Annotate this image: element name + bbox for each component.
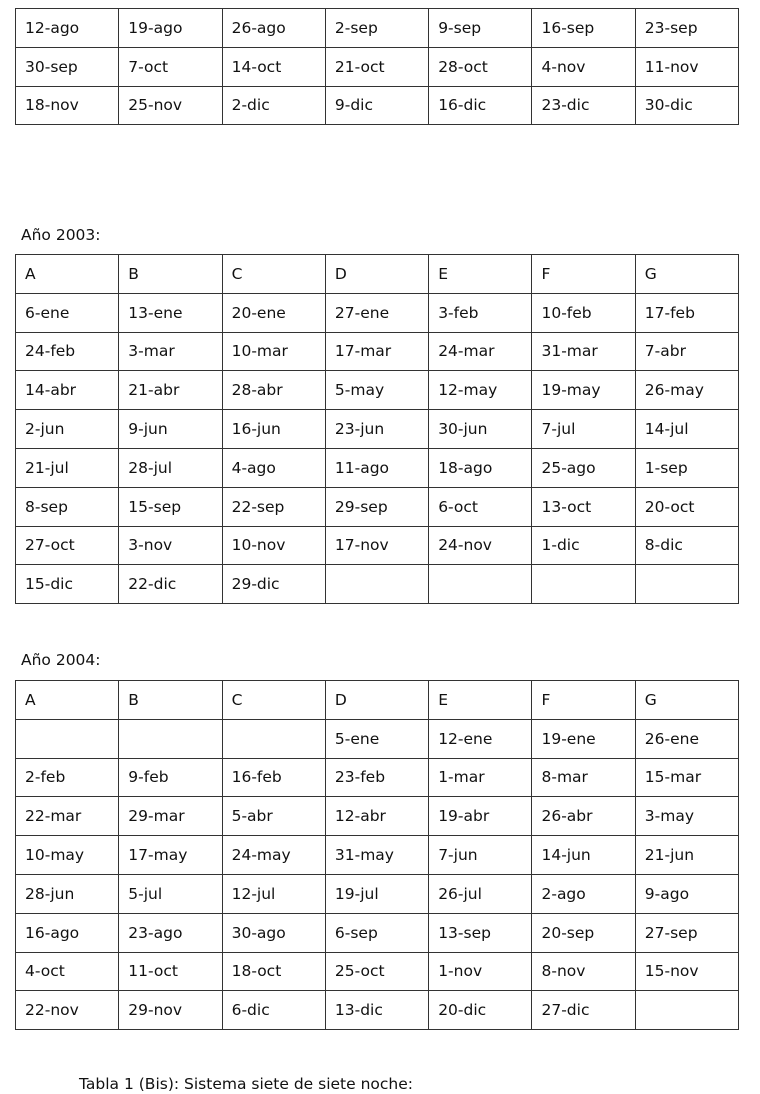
table-cell: 12-abr bbox=[325, 797, 428, 836]
table-cell: 14-abr bbox=[16, 371, 119, 410]
table-row bbox=[16, 487, 739, 526]
table-cell: 22-nov bbox=[16, 991, 119, 1030]
table-row bbox=[16, 410, 739, 449]
table-row bbox=[16, 9, 739, 48]
table-cell: 12-ene bbox=[429, 719, 532, 758]
table-cell: 11-oct bbox=[119, 952, 222, 991]
table-row bbox=[16, 797, 739, 836]
table-cell: 18-ago bbox=[429, 448, 532, 487]
table-cell: 8-nov bbox=[532, 952, 635, 991]
table-cell: 15-mar bbox=[635, 758, 738, 797]
table-cell: D bbox=[325, 681, 428, 720]
table-cell: 9-feb bbox=[119, 758, 222, 797]
table-row bbox=[16, 293, 739, 332]
table-cell: A bbox=[16, 681, 119, 720]
table-cell: 17-may bbox=[119, 836, 222, 875]
table-cell: 25-ago bbox=[532, 448, 635, 487]
table-row bbox=[16, 681, 739, 720]
table-cell: 5-ene bbox=[325, 719, 428, 758]
table-cell: 8-sep bbox=[16, 487, 119, 526]
table-cell bbox=[16, 719, 119, 758]
table-row bbox=[16, 874, 739, 913]
table-cell: 24-may bbox=[222, 836, 325, 875]
table-cell: 23-ago bbox=[119, 913, 222, 952]
table-cell: 15-nov bbox=[635, 952, 738, 991]
table-cell: 27-oct bbox=[16, 526, 119, 565]
table-row bbox=[16, 758, 739, 797]
table-cell: 18-oct bbox=[222, 952, 325, 991]
table-cell: 25-oct bbox=[325, 952, 428, 991]
table-row bbox=[16, 719, 739, 758]
table-cell: 24-feb bbox=[16, 332, 119, 371]
table-cell: 2-jun bbox=[16, 410, 119, 449]
table-cell: 12-ago bbox=[16, 9, 119, 48]
table-cell: 4-nov bbox=[532, 47, 635, 86]
table-cell: 23-dic bbox=[532, 86, 635, 125]
table-cell: 29-sep bbox=[325, 487, 428, 526]
table-cell: 14-oct bbox=[222, 47, 325, 86]
table-cell: 1-dic bbox=[532, 526, 635, 565]
table-cell: 5-abr bbox=[222, 797, 325, 836]
table-cell: 8-mar bbox=[532, 758, 635, 797]
table-cell: 10-nov bbox=[222, 526, 325, 565]
table-cell: 9-jun bbox=[119, 410, 222, 449]
table-cell: 13-dic bbox=[325, 991, 428, 1030]
table-row bbox=[16, 448, 739, 487]
table-cell: 21-jul bbox=[16, 448, 119, 487]
table-cell bbox=[222, 719, 325, 758]
table-cell: 4-oct bbox=[16, 952, 119, 991]
table-cell: 1-mar bbox=[429, 758, 532, 797]
table-cell: 22-dic bbox=[119, 565, 222, 604]
table-cell: F bbox=[532, 255, 635, 294]
table-cell bbox=[532, 565, 635, 604]
table-cell: 14-jun bbox=[532, 836, 635, 875]
table-cell: 4-ago bbox=[222, 448, 325, 487]
table-cell: 19-ene bbox=[532, 719, 635, 758]
table-cell: 26-ago bbox=[222, 9, 325, 48]
table-cell: G bbox=[635, 681, 738, 720]
table-row bbox=[16, 255, 739, 294]
table-cell: A bbox=[16, 255, 119, 294]
table-cell: C bbox=[222, 255, 325, 294]
table-cell: 3-feb bbox=[429, 293, 532, 332]
table-cell: 9-ago bbox=[635, 874, 738, 913]
table-cell: 6-sep bbox=[325, 913, 428, 952]
table-cell: 19-ago bbox=[119, 9, 222, 48]
table-cell: 27-ene bbox=[325, 293, 428, 332]
table-row bbox=[16, 332, 739, 371]
table-cell: 29-nov bbox=[119, 991, 222, 1030]
table-cell: E bbox=[429, 681, 532, 720]
table-cell: 22-sep bbox=[222, 487, 325, 526]
table-cell: 9-sep bbox=[429, 9, 532, 48]
schedule-table-2004 bbox=[15, 680, 739, 1030]
table-cell: 20-sep bbox=[532, 913, 635, 952]
table-cell: 16-sep bbox=[532, 9, 635, 48]
table-cell: 5-may bbox=[325, 371, 428, 410]
year-2003-caption: Año 2003: bbox=[21, 226, 101, 244]
table-cell: 6-oct bbox=[429, 487, 532, 526]
table-cell: 11-nov bbox=[635, 47, 738, 86]
table-cell: 14-jul bbox=[635, 410, 738, 449]
table-cell: B bbox=[119, 255, 222, 294]
table-row bbox=[16, 565, 739, 604]
table-cell: 2-ago bbox=[532, 874, 635, 913]
table-cell: 30-dic bbox=[635, 86, 738, 125]
table-cell: 29-dic bbox=[222, 565, 325, 604]
table-cell: 17-mar bbox=[325, 332, 428, 371]
table-cell: 19-jul bbox=[325, 874, 428, 913]
table-row bbox=[16, 47, 739, 86]
table-cell: 6-ene bbox=[16, 293, 119, 332]
table-cell: 29-mar bbox=[119, 797, 222, 836]
table-cell: 10-may bbox=[16, 836, 119, 875]
table-cell: 23-sep bbox=[635, 9, 738, 48]
table-cell: 2-sep bbox=[325, 9, 428, 48]
table-cell: 12-jul bbox=[222, 874, 325, 913]
schedule-table-2003 bbox=[15, 254, 739, 604]
table-cell: 23-feb bbox=[325, 758, 428, 797]
table-cell: 15-dic bbox=[16, 565, 119, 604]
table-cell: 19-may bbox=[532, 371, 635, 410]
table-cell: 7-jul bbox=[532, 410, 635, 449]
table-cell bbox=[325, 565, 428, 604]
table-cell bbox=[119, 719, 222, 758]
table-cell: 20-oct bbox=[635, 487, 738, 526]
table-cell: 13-oct bbox=[532, 487, 635, 526]
schedule-table-top bbox=[15, 8, 739, 125]
table-cell: 19-abr bbox=[429, 797, 532, 836]
table-cell: 7-abr bbox=[635, 332, 738, 371]
table-cell: 3-nov bbox=[119, 526, 222, 565]
table-cell: 30-sep bbox=[16, 47, 119, 86]
table-cell: 7-oct bbox=[119, 47, 222, 86]
table-cell: 31-may bbox=[325, 836, 428, 875]
table-cell: 16-feb bbox=[222, 758, 325, 797]
table-cell: 1-nov bbox=[429, 952, 532, 991]
table-row bbox=[16, 952, 739, 991]
table-cell: 30-ago bbox=[222, 913, 325, 952]
table-row bbox=[16, 526, 739, 565]
table-cell: E bbox=[429, 255, 532, 294]
table-cell: 24-mar bbox=[429, 332, 532, 371]
table-caption: Tabla 1 (Bis): Sistema siete de siete noche: bbox=[79, 1075, 414, 1093]
table-cell: 12-may bbox=[429, 371, 532, 410]
table-cell: 3-may bbox=[635, 797, 738, 836]
table-cell: 13-sep bbox=[429, 913, 532, 952]
year-2004-caption: Año 2004: bbox=[21, 651, 101, 669]
table-cell: 28-jun bbox=[16, 874, 119, 913]
table-cell: 26-jul bbox=[429, 874, 532, 913]
table-cell: F bbox=[532, 681, 635, 720]
table-cell: 2-feb bbox=[16, 758, 119, 797]
table-cell: 5-jul bbox=[119, 874, 222, 913]
table-cell: D bbox=[325, 255, 428, 294]
table-cell: 16-jun bbox=[222, 410, 325, 449]
table-cell bbox=[429, 565, 532, 604]
table-cell: 22-mar bbox=[16, 797, 119, 836]
table-cell: B bbox=[119, 681, 222, 720]
table-cell: 20-ene bbox=[222, 293, 325, 332]
table-cell: 8-dic bbox=[635, 526, 738, 565]
table-cell: C bbox=[222, 681, 325, 720]
table-cell: G bbox=[635, 255, 738, 294]
table-row bbox=[16, 86, 739, 125]
table-cell: 2-dic bbox=[222, 86, 325, 125]
table-cell: 10-feb bbox=[532, 293, 635, 332]
table-cell: 16-dic bbox=[429, 86, 532, 125]
table-cell bbox=[635, 565, 738, 604]
table-cell: 26-ene bbox=[635, 719, 738, 758]
table-row bbox=[16, 371, 739, 410]
table-cell: 10-mar bbox=[222, 332, 325, 371]
table-cell: 21-oct bbox=[325, 47, 428, 86]
table-cell bbox=[635, 991, 738, 1030]
table-cell: 1-sep bbox=[635, 448, 738, 487]
table-row bbox=[16, 991, 739, 1030]
table-cell: 28-oct bbox=[429, 47, 532, 86]
table-cell: 21-abr bbox=[119, 371, 222, 410]
table-cell: 20-dic bbox=[429, 991, 532, 1030]
table-row bbox=[16, 913, 739, 952]
table-cell: 16-ago bbox=[16, 913, 119, 952]
table-cell: 27-dic bbox=[532, 991, 635, 1030]
table-cell: 28-abr bbox=[222, 371, 325, 410]
table-cell: 9-dic bbox=[325, 86, 428, 125]
table-cell: 11-ago bbox=[325, 448, 428, 487]
table-row bbox=[16, 836, 739, 875]
table-cell: 18-nov bbox=[16, 86, 119, 125]
table-cell: 24-nov bbox=[429, 526, 532, 565]
table-cell: 26-may bbox=[635, 371, 738, 410]
table-cell: 23-jun bbox=[325, 410, 428, 449]
table-cell: 6-dic bbox=[222, 991, 325, 1030]
table-cell: 21-jun bbox=[635, 836, 738, 875]
table-cell: 30-jun bbox=[429, 410, 532, 449]
table-cell: 13-ene bbox=[119, 293, 222, 332]
table-cell: 27-sep bbox=[635, 913, 738, 952]
table-cell: 31-mar bbox=[532, 332, 635, 371]
table-cell: 15-sep bbox=[119, 487, 222, 526]
table-cell: 17-feb bbox=[635, 293, 738, 332]
table-cell: 25-nov bbox=[119, 86, 222, 125]
table-cell: 26-abr bbox=[532, 797, 635, 836]
table-cell: 17-nov bbox=[325, 526, 428, 565]
table-cell: 7-jun bbox=[429, 836, 532, 875]
table-cell: 28-jul bbox=[119, 448, 222, 487]
table-cell: 3-mar bbox=[119, 332, 222, 371]
